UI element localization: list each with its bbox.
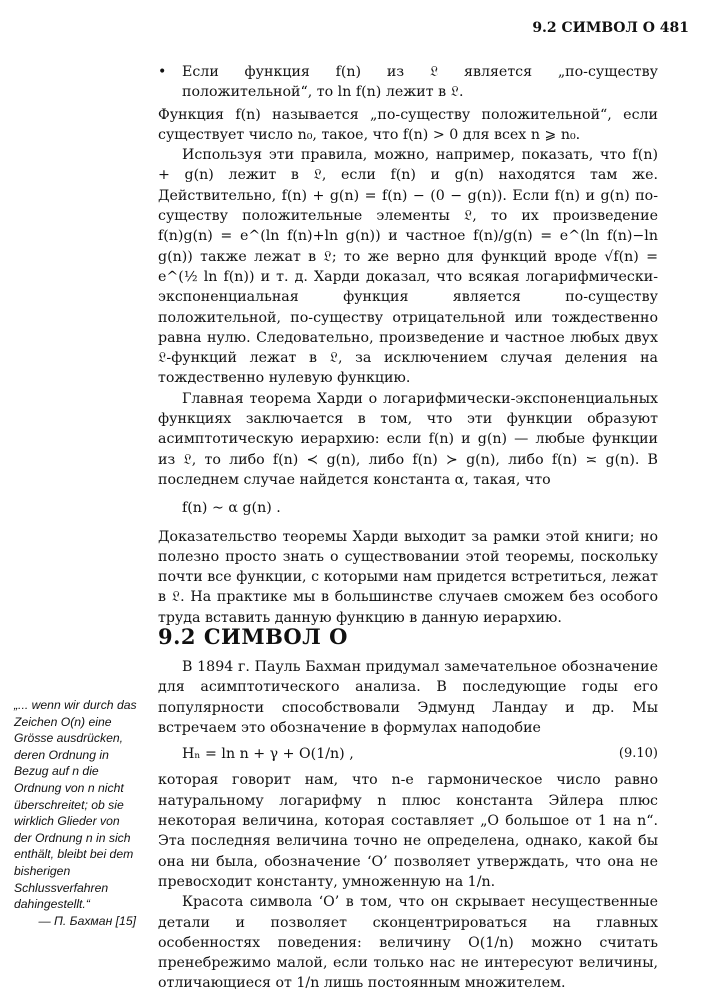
running-header <box>532 20 689 36</box>
equation-row <box>158 744 658 764</box>
header-section-title: 9.2 СИМВОЛ O <box>532 20 655 36</box>
margin-quote-text: „... wenn wir durch das Zeichen O(n) eine Grösse ausdrücken, deren Ordnung in Bezug auf n die Ordnung von n nicht überschreitet; ob sie wirklich Glieder von der Ordnung n in sich enthält, bleibt bei dem bisherigen Schlussverfahren dahingestellt.“ <box>14 698 137 912</box>
bullet-text: Если функция f(n) из 𝔏 является „по-существу положительной“, то ln f(n) лежит в 𝔏. <box>182 64 658 101</box>
paragraph-rules: Используя эти правила, можно, например, показать, что f(n) + g(n) лежит в 𝔏, если f(n) и g(n) находятся там же. Действительно, f(n) + g(n) = f(n) − (0 − g(n)). Если f(n) и g(n) по-существу положительные элементы 𝔏, то их произведение f(n)g(n) = e^(ln f(n)+ln g(n)) и частное f(n)/g(n) = e^(ln f(n)−ln g(n)) также лежат в 𝔏; то же верно для функций вроде √f(n) = e^(½ ln f(n)) и т. д. Харди доказал, что всякая логарифмически-экспоненциальная функция является по-существу положительной, по-существу отрицательной или тождественно равна нулю. Следовательно, произведение и частное любых двух 𝔏-функций лежат в 𝔏, за исключением случая деления на тождественно нулевую функцию. <box>158 147 658 387</box>
paragraph-proof-note: Доказательство теоремы Харди выходит за рамки этой книги; но полезно просто знать о существовании этой теоремы, поскольку почти все функции, с которыми нам придется встретиться, лежат в 𝔏. На практике мы в большинстве случаев сможем без особого труда вставить данную функцию в данную иерархию. <box>158 528 658 626</box>
equation-number: (9.10) <box>618 746 658 762</box>
paragraph-harmonic-explanation: которая говорит нам, что n-е гармоническое число равно натуральному логарифму n плюс константа Эйлера плюс некоторая величина, которая составляет „O большое от 1 на n“. Эта последняя величина точно не определена, однако, какой бы она ни была, обозначение ‘O’ позволяет утверждать, что она не превосходит константу, умноженную на 1/n. <box>158 772 658 890</box>
paragraph-beauty-of-o: Красота символа ‘O’ в том, что он скрывает несущественные детали и позволяет сконцентрироваться на главных особенностях поведения: величину O(1/n) можно считать пренебрежимо малой, если только нас не интересуют величины, отличающиеся от 1/n лишь постоянным множителем. <box>158 894 658 992</box>
paragraph-hardy-theorem: Главная теорема Харди о логарифмически-экспоненциальных функциях заключается в том, что эти функции образуют асимптотическую иерархию: если f(n) и g(n) — любые функции из 𝔏, то либо f(n) ≺ g(n), либо f(n) ≻ g(n), либо f(n) ≍ g(n). В последнем случае найдется константа α, такая, что <box>158 390 658 488</box>
top-text-block <box>158 62 658 628</box>
margin-quote-attribution: — П. Бахман [15] <box>38 913 136 928</box>
bullet-item <box>158 62 658 103</box>
margin-quote <box>14 697 140 929</box>
paragraph-definition: Функция f(n) называется „по-существу положительной“, если существует число n₀, такое, что f(n) > 0 для всех n ⩾ n₀. <box>158 106 658 143</box>
section-text-block <box>158 657 658 994</box>
bullet-icon: • <box>158 64 167 80</box>
equation-harmonic: Hₙ = ln n + γ + O(1/n) , <box>182 746 354 763</box>
paragraph-bachmann: В 1894 г. Пауль Бахман придумал замечательное обозначение для асимптотического анализа. В последующие годы его популярности способствовали Эдмунд Ландау и др. Мы встречаем это обозначение в формулах наподобие <box>158 659 658 736</box>
formula-asymptotic: f(n) ∼ α g(n) . <box>182 500 281 517</box>
page-number: 481 <box>659 20 689 36</box>
section-heading: 9.2 СИМВОЛ O <box>158 624 348 649</box>
